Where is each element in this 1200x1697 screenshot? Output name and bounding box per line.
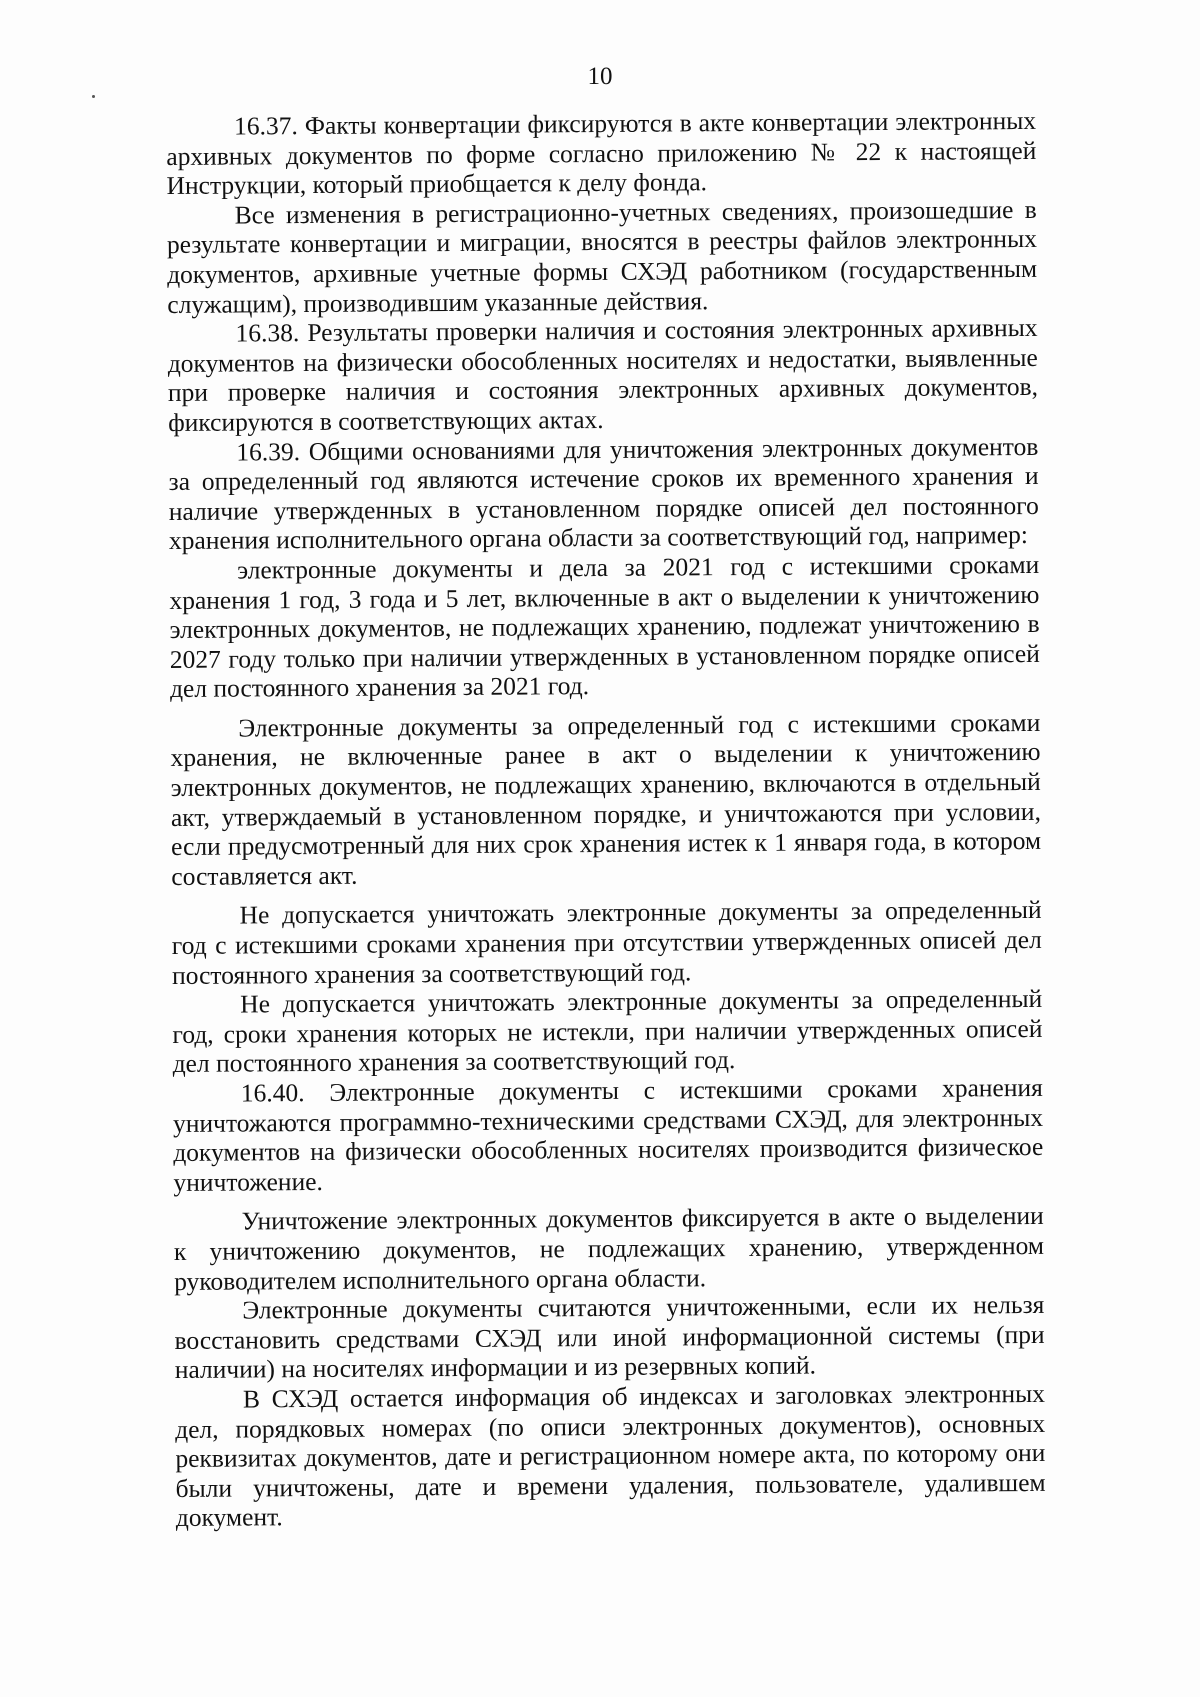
document-body: [166, 106, 1046, 1533]
paragraph-16-37: 16.37. Факты конвертации фиксируются в акте конвертации электронных архивных документов по форме согласно приложению № 22 к настоящей Инструкции, который приобщается к делу фонда.: [166, 105, 1037, 201]
page-number: 10: [587, 63, 613, 90]
paragraph-considered-destroyed: Электронные документы считаются уничтоженными, если их нельзя восстановить средствами СХЭД или иной информационной системы (при наличии) на носителях информации и из резервных копий.: [174, 1290, 1045, 1385]
paragraph-16-40: 16.40. Электронные документы с истекшими сроками хранения уничтожаются программно-техническими средствами СХЭД, для электронных документов на физически обособленных носителях производится физическое уничтожение.: [172, 1072, 1044, 1197]
paragraph-remaining-information: В СХЭД остается информация об индексах и заголовках электронных дел, порядковых номерах (по описи электронных документов), основных реквизитах документов, дате и регистрационном номере акта, по которому они были уничтожены, дате и времени удаления, пользователе, удалившем документ.: [175, 1378, 1046, 1533]
paragraph-destruction-recorded: Уничтожение электронных документов фиксируется в акте о выделении к уничтожению документов, не подлежащих хранению, утвержденном руководителем исполнительного органа области.: [173, 1201, 1045, 1296]
paragraph-not-allowed-unexpired: Не допускается уничтожать электронные документы за определенный год, сроки хранения которых не истекли, при наличии утвержденных описей дел постоянного хранения за соответствующий год.: [172, 984, 1043, 1079]
paragraph-example-2021: электронные документы и дела за 2021 год с истекшими сроками хранения 1 год, 3 года и 5 лет, включенные в акт о выделении к уничтожению электронных документов, не подлежащих хранению, подлежат уничтожению в 2027 году только при наличии утвержденных в установленном порядке описей дел постоянного хранения за 2021 год.: [169, 549, 1040, 704]
paragraph-not-allowed-without-inventories: Не допускается уничтожать электронные документы за определенный год с истекшими сроками хранения при отсутствии утвержденных описей дел постоянного хранения за соответствующий год.: [171, 895, 1042, 990]
paragraph-conversion-changes: Все изменения в регистрационно-учетных сведениях, произошедшие в результате конвертации и миграции, вносятся в реестры файлов электронных документов, архивные учетные формы СХЭД работником (государственным служащим), производившим указанные действия.: [166, 194, 1038, 319]
paragraph-separate-act: Электронные документы за определенный год с истекшими сроками хранения, не включенные ранее в акт о выделении к уничтожению электронных документов, не подлежащих хранению, включаются в отдельный акт, утверждаемый в установленном порядке, и уничтожаются при условии, если предусмотренный для них срок хранения истек к 1 января года, в котором составляется акт.: [170, 707, 1042, 891]
paragraph-16-39: 16.39. Общими основаниями для уничтожения электронных документов за определенный год являются истечение сроков их временного хранения и наличие утвержденных в установленном порядке описей дел постоянного хранения исполнительного органа области за соответствующий год, например:: [168, 431, 1039, 556]
paragraph-16-38: 16.38. Результаты проверки наличия и состояния электронных архивных документов на физически обособленных носителях и недостатки, выявленные при проверке наличия и состояния электронных архивных документов, фиксируются в соответствующих актах.: [167, 313, 1039, 437]
scan-artifact-dot: [92, 95, 95, 98]
